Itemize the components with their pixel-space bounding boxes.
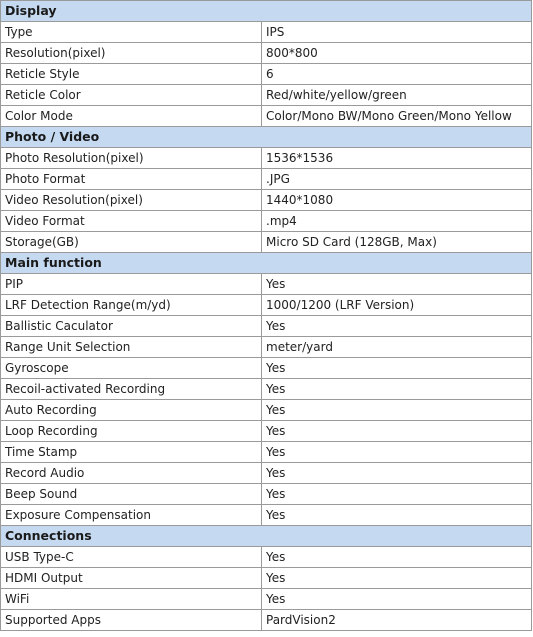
spec-value: Yes (262, 274, 532, 295)
spec-label: Resolution(pixel) (1, 43, 262, 64)
spec-value: Yes (262, 316, 532, 337)
spec-row (1, 316, 532, 337)
spec-value: Yes (262, 568, 532, 589)
spec-row (1, 568, 532, 589)
spec-value: Yes (262, 358, 532, 379)
spec-label: Recoil-activated Recording (1, 379, 262, 400)
spec-value: 1440*1080 (262, 190, 532, 211)
spec-row (1, 484, 532, 505)
section-header (1, 1, 532, 22)
spec-row (1, 358, 532, 379)
spec-row (1, 463, 532, 484)
spec-row (1, 169, 532, 190)
spec-label: Video Resolution(pixel) (1, 190, 262, 211)
spec-label: WiFi (1, 589, 262, 610)
spec-value: Yes (262, 379, 532, 400)
spec-value: 800*800 (262, 43, 532, 64)
spec-row (1, 589, 532, 610)
spec-label: Photo Format (1, 169, 262, 190)
spec-value: 1000/1200 (LRF Version) (262, 295, 532, 316)
spec-label: Type (1, 22, 262, 43)
spec-value: Color/Mono BW/Mono Green/Mono Yellow (262, 106, 532, 127)
spec-row (1, 190, 532, 211)
section-title: Display (1, 1, 532, 22)
spec-label: Loop Recording (1, 421, 262, 442)
spec-value: IPS (262, 22, 532, 43)
spec-label: Exposure Compensation (1, 505, 262, 526)
spec-row (1, 337, 532, 358)
spec-label: USB Type-C (1, 547, 262, 568)
section-title: Main function (1, 253, 532, 274)
spec-label: Range Unit Selection (1, 337, 262, 358)
spec-label: Storage(GB) (1, 232, 262, 253)
specifications-body (1, 0, 532, 631)
spec-label: Video Format (1, 211, 262, 232)
spec-value: Yes (262, 421, 532, 442)
spec-row (1, 400, 532, 421)
section-header (1, 127, 532, 148)
section-header (1, 253, 532, 274)
spec-value: Yes (262, 400, 532, 421)
spec-value: Yes (262, 463, 532, 484)
spec-row (1, 610, 532, 631)
spec-label: Reticle Color (1, 85, 262, 106)
section-title: Connections (1, 526, 532, 547)
spec-row (1, 106, 532, 127)
spec-value: Yes (262, 442, 532, 463)
spec-label: HDMI Output (1, 568, 262, 589)
spec-row (1, 442, 532, 463)
spec-label: Gyroscope (1, 358, 262, 379)
spec-value: .mp4 (262, 211, 532, 232)
spec-value: Yes (262, 484, 532, 505)
spec-row (1, 274, 532, 295)
spec-value: Yes (262, 547, 532, 568)
spec-value: 1536*1536 (262, 148, 532, 169)
section-title: Photo / Video (1, 127, 532, 148)
spec-label: Photo Resolution(pixel) (1, 148, 262, 169)
section-header (1, 526, 532, 547)
spec-value: meter/yard (262, 337, 532, 358)
spec-row (1, 85, 532, 106)
spec-row (1, 148, 532, 169)
spec-row (1, 379, 532, 400)
spec-row (1, 211, 532, 232)
spec-row (1, 232, 532, 253)
spec-label: Ballistic Caculator (1, 316, 262, 337)
spec-label: Record Audio (1, 463, 262, 484)
spec-row (1, 43, 532, 64)
spec-label: Reticle Style (1, 64, 262, 85)
spec-row (1, 22, 532, 43)
spec-value: 6 (262, 64, 532, 85)
spec-label: Supported Apps (1, 610, 262, 631)
spec-label: Time Stamp (1, 442, 262, 463)
spec-value: PardVision2 (262, 610, 532, 631)
spec-row (1, 505, 532, 526)
spec-row (1, 64, 532, 85)
spec-value: Micro SD Card (128GB, Max) (262, 232, 532, 253)
spec-value: .JPG (262, 169, 532, 190)
spec-value: Yes (262, 505, 532, 526)
spec-label: LRF Detection Range(m/yd) (1, 295, 262, 316)
spec-label: Color Mode (1, 106, 262, 127)
spec-row (1, 547, 532, 568)
spec-label: Auto Recording (1, 400, 262, 421)
spec-row (1, 421, 532, 442)
spec-value: Red/white/yellow/green (262, 85, 532, 106)
spec-label: Beep Sound (1, 484, 262, 505)
spec-label: PIP (1, 274, 262, 295)
spec-row (1, 295, 532, 316)
spec-value: Yes (262, 589, 532, 610)
